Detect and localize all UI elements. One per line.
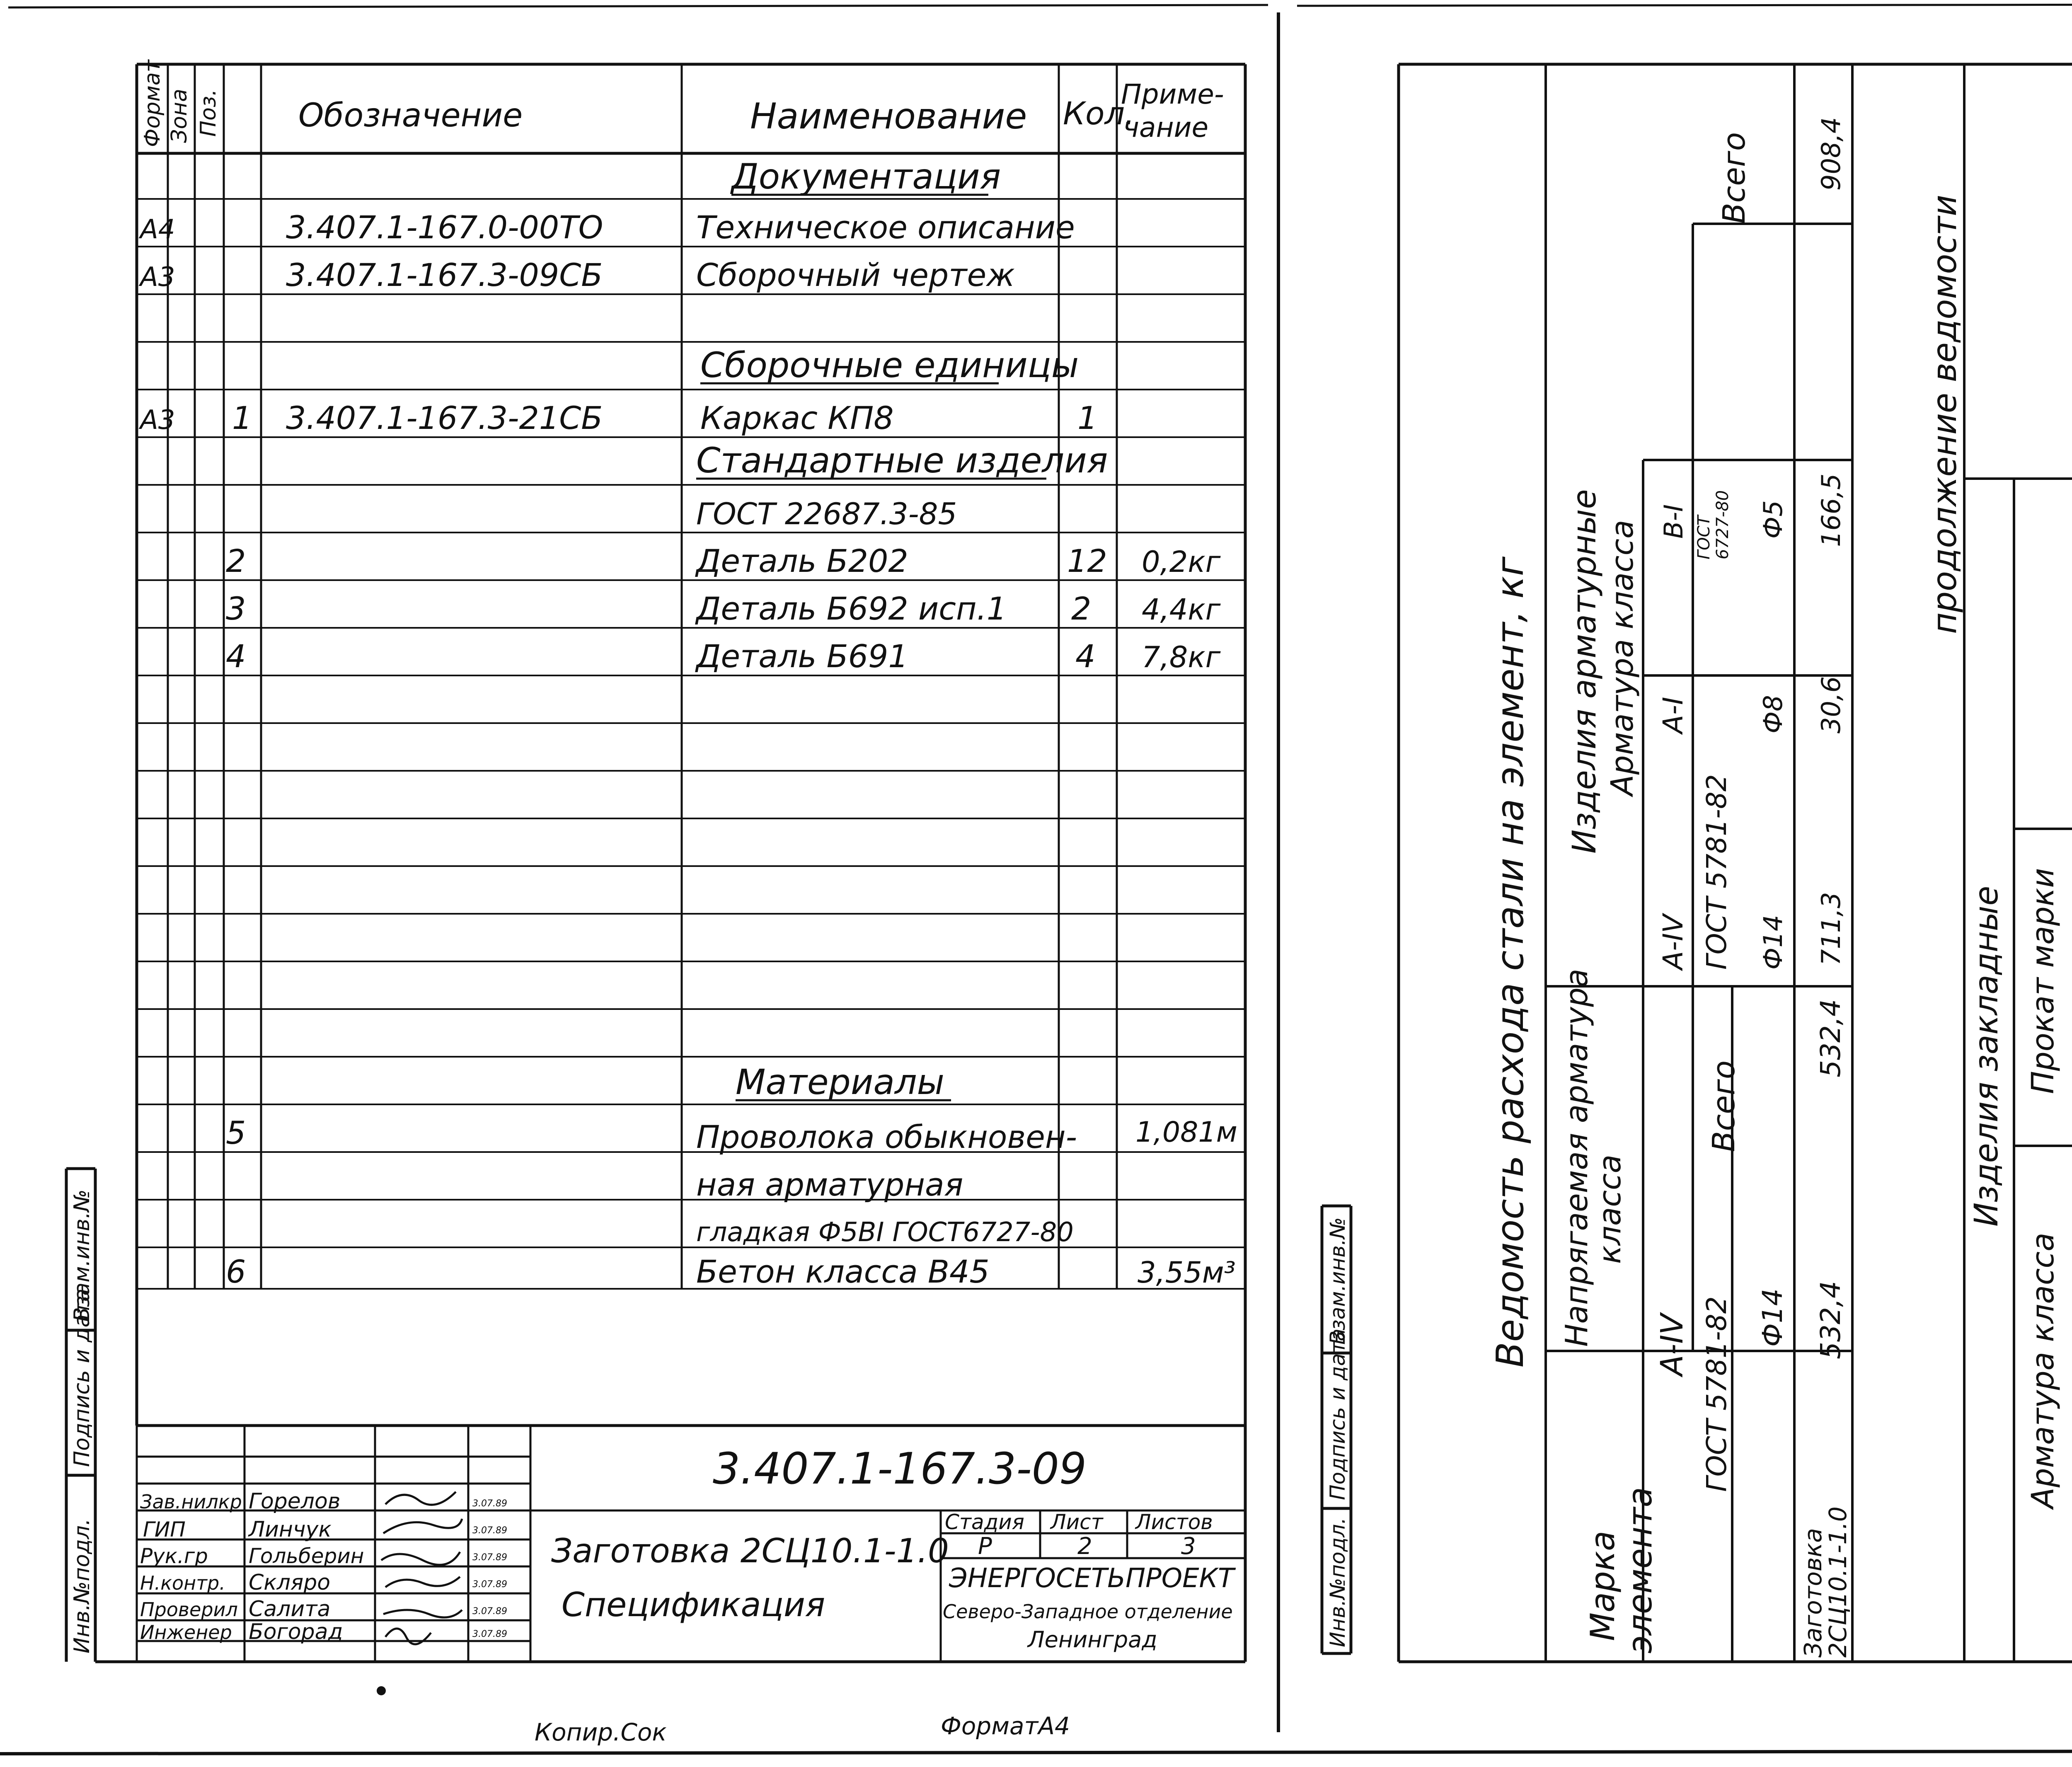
product-dia: Ф5: [1758, 500, 1788, 539]
products-header: Изделия арматурные: [1566, 489, 1603, 854]
stamp-vzam-inv-right: Взам.инв.№: [1326, 1217, 1350, 1345]
steel-table-lines: [1546, 64, 2072, 1662]
row-name: Техническое описание: [696, 209, 1075, 246]
prestressed-class: А-IV: [1654, 1314, 1690, 1376]
signer-date: 3.07.89: [472, 1579, 507, 1590]
signer-role: Инженер: [140, 1621, 232, 1644]
signer-name: Скляро: [249, 1570, 331, 1595]
row-note: 7,8кг: [1142, 640, 1221, 674]
prestressed-vsego: Всего: [1706, 1060, 1742, 1152]
header-pos: Поз.: [196, 89, 221, 137]
row-designation: 3.407.1-167.3-09СБ: [286, 257, 603, 293]
reinf-class-header: Арматура класса: [1605, 520, 1640, 796]
page-top-edge-right: [1297, 4, 2072, 6]
row-format: А3: [140, 262, 175, 293]
row-name: ГОСТ 22687.3-85: [696, 496, 957, 531]
org-line: Ленинград: [1028, 1627, 1157, 1653]
header-format: Формат: [140, 60, 165, 147]
embedded-header: Изделия закладные: [1968, 886, 2005, 1227]
specification-sheet: [66, 64, 1245, 1662]
row-designation: 3.407.1-167.0-00ТО: [286, 209, 603, 246]
signer-role: Зав.нилкр: [140, 1491, 242, 1513]
stamp-inv-podl-right: Инв.№подл.: [1326, 1517, 1350, 1647]
header-zone: Зона: [167, 88, 192, 143]
product-class: В-I: [1658, 504, 1689, 539]
marka-value-1: Заготовка: [1799, 1528, 1827, 1658]
stage-label: Стадия: [945, 1510, 1024, 1534]
row-pos: 5: [226, 1114, 246, 1151]
row-pos: 4: [226, 638, 246, 675]
header-note: Приме-: [1121, 78, 1224, 110]
row-pos: 2: [226, 542, 246, 579]
signer-name: Богорад: [249, 1619, 343, 1644]
row-designation: 3.407.1-167.3-21СБ: [286, 399, 603, 436]
row-pos: 3: [226, 590, 246, 627]
row-format: А4: [140, 214, 175, 245]
prestressed-header-1: Напрягаемая арматура: [1559, 968, 1595, 1347]
stamp-inv-podl: Инв.№подл.: [70, 1518, 94, 1653]
prestressed-value: 532,4: [1815, 1281, 1847, 1359]
prestressed-gost: ГОСТ 5781-82: [1701, 1296, 1733, 1492]
row-name-line: ная арматурная: [696, 1166, 963, 1203]
product-gost-1: ГОСТ: [1694, 515, 1714, 559]
signer-role: Рук.гр: [140, 1544, 208, 1568]
sheet-label: Лист: [1051, 1510, 1103, 1534]
signer-name: Гольберин: [249, 1544, 364, 1568]
row-note: 0,2кг: [1142, 545, 1221, 579]
page-top-edge: [8, 5, 1268, 7]
title-block: [140, 1443, 1236, 1653]
product-dia: Ф14: [1758, 915, 1788, 970]
signer-name: Горелов: [249, 1489, 341, 1514]
row-note: 3,55м³: [1138, 1256, 1236, 1290]
row-name: Сборочный чертеж: [696, 257, 1015, 293]
row-name: Деталь Б691: [696, 638, 908, 675]
header-designation: Обозначение: [298, 97, 523, 134]
row-name-line: гладкая Ф5BI ГОСТ6727-80: [696, 1217, 1074, 1248]
title-line: Спецификация: [562, 1585, 825, 1624]
row-name: Каркас КП8: [700, 399, 894, 436]
row-name: Деталь Б202: [696, 542, 908, 579]
row-name: Деталь Б692 исп.1: [696, 590, 1007, 627]
sheets-value: 3: [1181, 1533, 1196, 1560]
product-gost-2: 6727-80: [1713, 490, 1732, 559]
row-name-line: Проволока обыкновен-: [696, 1118, 1077, 1155]
row-note: 4,4кг: [1142, 593, 1221, 627]
row-pos: 6: [226, 1253, 246, 1290]
signer-date: 3.07.89: [472, 1498, 507, 1509]
stage-value: Р: [978, 1533, 992, 1560]
org-line: ЭНЕРГОСЕТЬПРОЕКТ: [949, 1563, 1234, 1594]
sheet-value: 2: [1077, 1533, 1092, 1560]
row-qty: 4: [1075, 638, 1096, 675]
spec-row-lines: [137, 199, 1245, 1289]
continuation-title: продолжение ведомости: [1925, 194, 1964, 634]
product-class: А-IV: [1657, 914, 1689, 970]
stamp-signature-date-right: Подпись и дата: [1326, 1328, 1350, 1500]
prestressed-total: 532,4: [1815, 999, 1847, 1077]
signer-date: 3.07.89: [472, 1606, 507, 1617]
embedded-reinf-header: Арматура класса: [2025, 1232, 2061, 1508]
footer-copied: Копир.Сок: [535, 1718, 667, 1746]
sheets-label: Листов: [1135, 1510, 1213, 1534]
stamp-signature-date: Подпись и дата: [70, 1288, 94, 1467]
product-value: 711,3: [1816, 892, 1846, 966]
rolled-header: Прокат марки: [2025, 868, 2061, 1094]
product-dia: Ф8: [1758, 695, 1788, 733]
prestressed-header-2: класса: [1592, 1154, 1628, 1264]
marka-header-2: элемента: [1621, 1487, 1659, 1653]
marka-value-2: 2СЦ10.1-1.0: [1824, 1506, 1852, 1658]
signer-date: 3.07.89: [472, 1525, 507, 1536]
header-note-2: чание: [1123, 111, 1209, 143]
section-docs: Документация: [731, 156, 1001, 197]
row-note: 1,081м: [1135, 1116, 1237, 1149]
row-qty: 1: [1077, 399, 1098, 436]
dot-mark: [377, 1686, 386, 1695]
footer-format: ФорматА4: [941, 1712, 1070, 1740]
stamp-vzam-inv: Взам.инв.№: [70, 1189, 94, 1322]
product-gost: ГОСТ 5781-82: [1701, 774, 1733, 970]
marka-header-1: Марка: [1583, 1530, 1622, 1641]
products-vsego: Всего: [1716, 132, 1752, 224]
signer-date: 3.07.89: [472, 1552, 507, 1563]
page-bottom-edge: [0, 1751, 2072, 1754]
section-standard: Стандартные изделия: [696, 440, 1108, 481]
signer-date: 3.07.89: [472, 1629, 507, 1639]
header-name: Наименование: [750, 96, 1027, 137]
title-line: Заготовка 2СЦ10.1-1.0: [551, 1532, 949, 1570]
row-format: А3: [140, 405, 175, 436]
signature-scribbles: [381, 1492, 462, 1644]
steel-table-text: [1326, 30, 2072, 1658]
header-qty: Кол.: [1063, 95, 1135, 132]
section-materials: Материалы: [736, 1062, 944, 1102]
signer-role: Н.контр.: [140, 1572, 225, 1594]
product-value: 166,5: [1816, 473, 1846, 547]
prestressed-dia: Ф14: [1757, 1288, 1789, 1347]
products-total: 908,4: [1816, 117, 1846, 191]
row-name: Бетон класса В45: [696, 1253, 990, 1290]
sheet-title: Ведомость расхода стали на элемент, кг: [1489, 557, 1532, 1368]
row-pos: 1: [232, 399, 252, 436]
product-class: А-I: [1657, 697, 1689, 733]
signer-role: Проверил: [140, 1598, 238, 1621]
row-qty: 12: [1067, 542, 1107, 579]
signer-name: Линчук: [249, 1517, 332, 1542]
section-assembly: Сборочные единицы: [700, 345, 1079, 385]
org-line: Северо-Западное отделение: [943, 1600, 1233, 1623]
signer-role: ГИП: [143, 1518, 186, 1542]
signer-name: Салита: [249, 1597, 331, 1622]
row-qty: 2: [1071, 590, 1092, 627]
product-value: 30,6: [1816, 676, 1846, 733]
doc-number: 3.407.1-167.3-09: [713, 1443, 1087, 1494]
